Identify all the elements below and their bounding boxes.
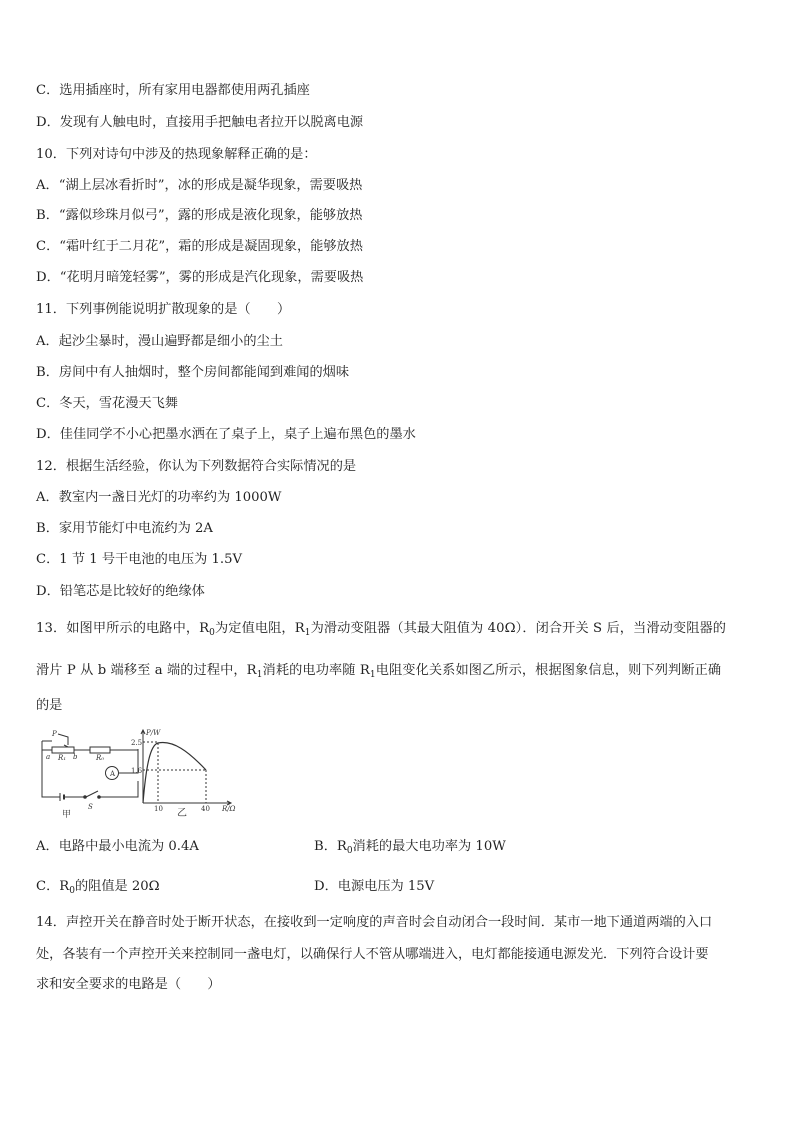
circuit-label-b: b (73, 753, 78, 761)
q12-option-b: B．家用节能灯中电流约为 2A (36, 521, 213, 536)
q9-option-c: C．选用插座时，所有家用电器都使用两孔插座 (36, 83, 310, 98)
q11-option-a: A．起沙尘暴时，漫山遍野都是细小的尘土 (36, 334, 283, 349)
q11-stem: 11．下列事例能说明扩散现象的是（ ） (36, 302, 291, 317)
q14-stem-line2: 处，各装有一个声控开关来控制同一盏电灯，以确保行人不管从哪端进入，电灯都能接通电源发光．下列符合设计要 (36, 947, 709, 962)
q12-option-c: C．1 节 1 号干电池的电压为 1.5V (36, 552, 243, 567)
circuit-label-r0: R₀ (96, 754, 105, 762)
q13-stem-line1: 13．如图甲所示的电路中，$R_0$为定值电阻，$R_1$为滑动变阻器（其最大阻值为 40Ω）．闭合开关 S 后，当滑动变阻器的 (36, 621, 727, 638)
figure-yi-label: 乙 (177, 808, 187, 819)
q13-stem-line3: 的是 (36, 698, 63, 713)
q10-option-c: C．“霜叶红于二月花”，霜的形成是凝固现象，能够放热 (36, 239, 363, 254)
q13-option-b: B．$R_0$消耗的最大电功率为 10W (314, 839, 506, 856)
graph-xlabel: R/Ω (222, 805, 236, 813)
q11-option-d: D．佳佳同学不小心把墨水洒在了桌子上，桌子上遍布黑色的墨水 (36, 427, 416, 442)
graph-ytick-1-6: 1.6 (131, 767, 143, 775)
graph-xtick-40: 40 (201, 805, 210, 813)
q12-stem: 12．根据生活经验，你认为下列数据符合实际情况的是 (36, 459, 357, 474)
figure-jia-label: 甲 (62, 810, 72, 819)
circuit-label-s: S (88, 803, 93, 811)
q14-stem-line3: 求和安全要求的电路是（ ） (36, 977, 221, 992)
q11-option-c: C．冬天，雪花漫天飞舞 (36, 396, 178, 411)
graph-yi (141, 730, 231, 805)
q14-stem-line1: 14．声控开关在静音时处于断开状态，在接收到一定响度的声音时会自动闭合一段时间．某市一地下通道两端的入口 (36, 915, 713, 930)
q13-option-a: A．电路中最小电流为 0.4A (36, 839, 199, 854)
graph-xtick-10: 10 (154, 805, 163, 813)
q13-option-d: D．电源电压为 15V (314, 879, 435, 894)
q9-option-d: D．发现有人触电时，直接用手把触电者拉开以脱离电源 (36, 115, 364, 130)
ammeter-label: A (110, 770, 116, 778)
graph-ylabel: P/W (146, 729, 161, 737)
q10-stem: 10．下列对诗句中涉及的热现象解释正确的是： (36, 147, 317, 162)
q10-option-a: A．“湖上层冰看折时”，冰的形成是凝华现象，需要吸热 (36, 178, 363, 193)
circuit-diagram-jia (42, 734, 138, 801)
q12-option-a: A．教室内一盏日光灯的功率约为 1000W (36, 490, 282, 505)
q13-stem-line2: 滑片 P 从 b 端移至 a 端的过程中，$R_1$消耗的电功率随 $R_1$电阻变化关系如图乙所示，根据图象信息，则下列判断正确 (36, 663, 722, 680)
q13-option-c: C．$R_0$的阻值是 20Ω (36, 879, 160, 896)
circuit-label-r1: R₁ (58, 754, 67, 762)
q13-figure (38, 727, 248, 819)
circuit-label-a: a (46, 753, 51, 761)
graph-ytick-2-5: 2.5 (131, 739, 143, 747)
q10-option-d: D．“花明月暗笼轻雾”，雾的形成是汽化现象，需要吸热 (36, 270, 364, 285)
q11-option-b: B．房间中有人抽烟时，整个房间都能闻到难闻的烟味 (36, 365, 350, 380)
circuit-label-p: P (52, 730, 57, 738)
q12-option-d: D．铅笔芯是比较好的绝缘体 (36, 584, 205, 599)
q10-option-b: B．“露似珍珠月似弓”，露的形成是液化现象，能够放热 (36, 208, 363, 223)
